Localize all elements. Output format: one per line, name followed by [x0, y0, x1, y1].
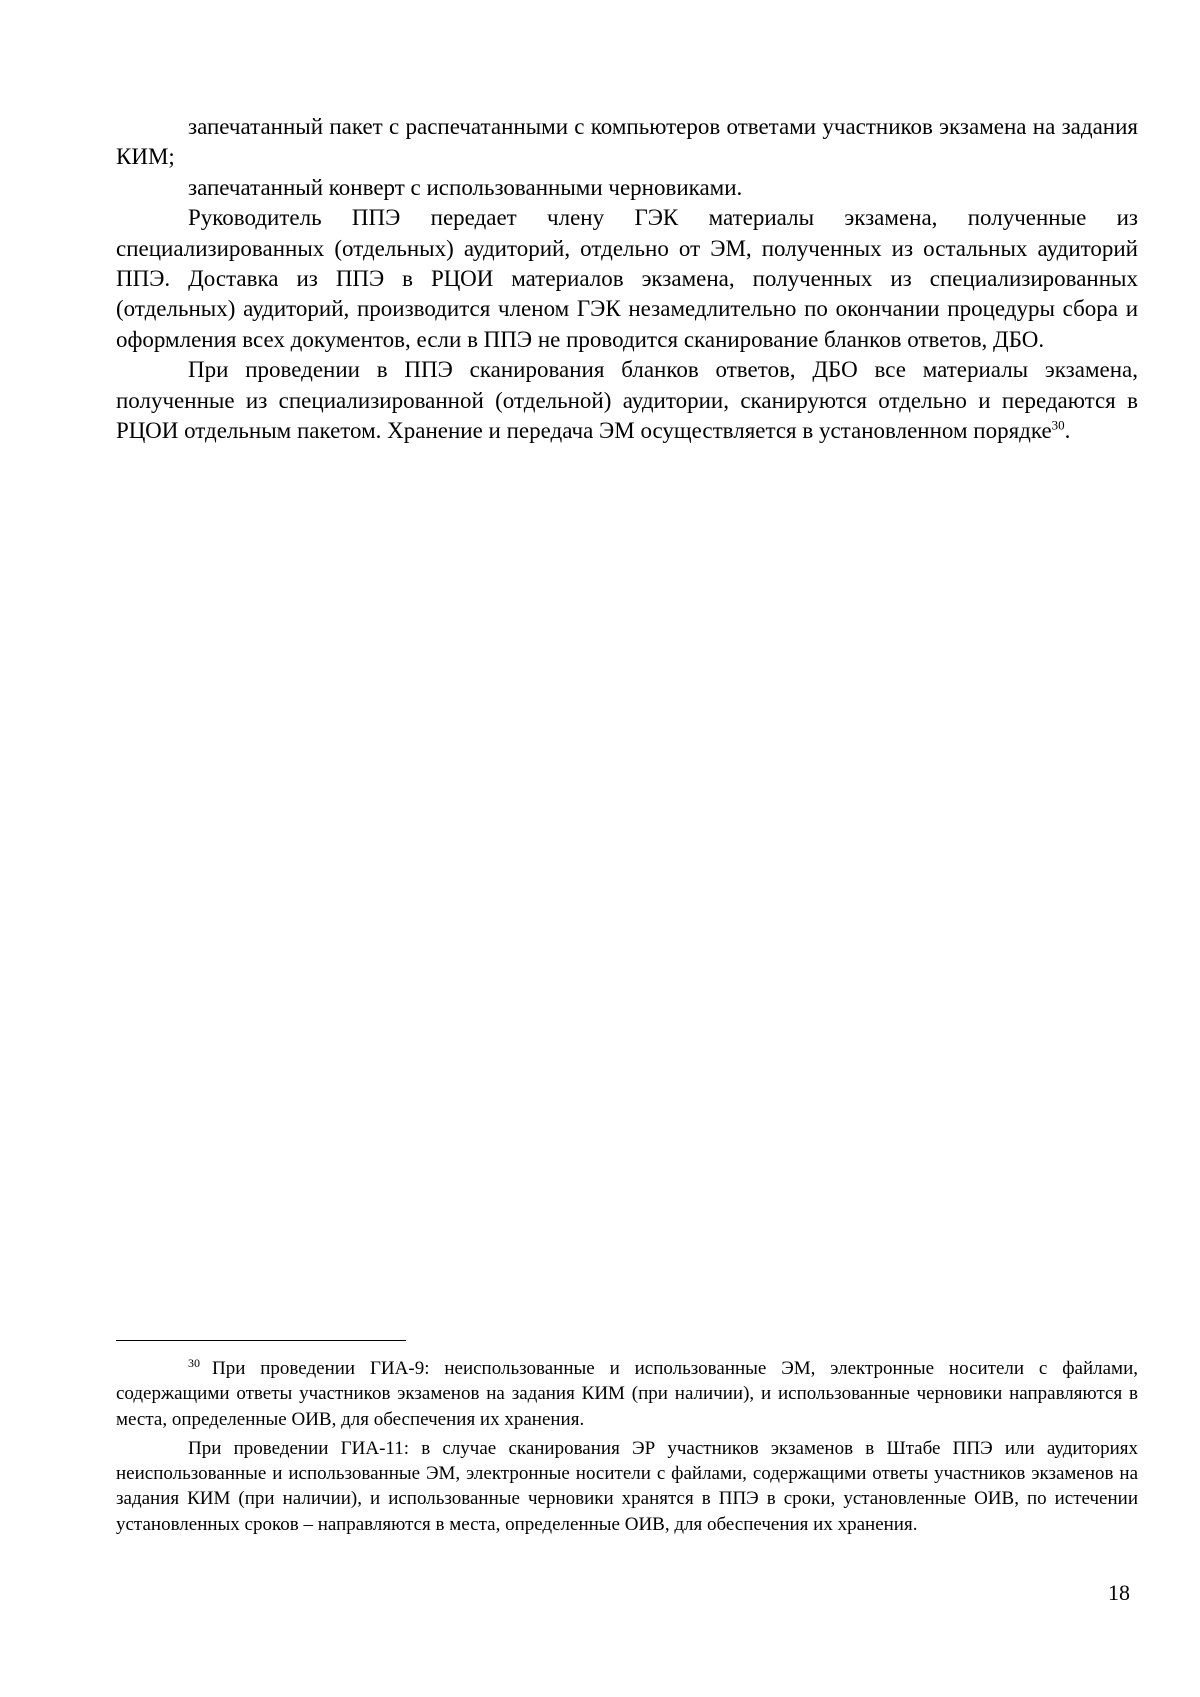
footnote-text: При проведении ГИА-9: неиспользованные и использованные ЭМ, электронные носители с файлами, содержащими ответы участников экзаменов на задания КИМ (при наличии), и использованные черновики направляются в места, определенные ОИВ, для обеспечения их хранения.	[116, 1358, 1138, 1430]
page-number: 18	[1108, 1580, 1130, 1605]
body-paragraph: запечатанный пакет с распечатанными с компьютеров ответами участников экзамена на задания КИМ;	[116, 114, 1138, 170]
footnote-number: 30	[188, 1355, 200, 1370]
body-paragraph: запечатанный конверт с использованными черновиками.	[188, 174, 743, 200]
body-paragraph: Руководитель ППЭ передает члену ГЭК материалы экзамена, полученные из специализированных (отдельных) аудиторий, отдельно от ЭМ, полученных из остальных аудиторий ППЭ. Доставка из ППЭ в РЦОИ материалов экзамена, полученных из специализированных (отдельных) аудиторий, производится членом ГЭК незамедлительно по окончании процедуры сбора и оформления всех документов, если в ППЭ не проводится сканирование бланков ответов, ДБО.	[116, 205, 1138, 352]
footnote-paragraph: При проведении ГИА-11: в случае сканирования ЭР участников экзаменов в Штабе ППЭ или аудиториях неиспользованные и использованные ЭМ, электронные носители с файлами, содержащими ответы участников экзаменов на задания КИМ (при наличии), и использованные черновики хранятся в ППЭ в сроки, установленные ОИВ, по истечении установленных сроков – направляются в места, определенные ОИВ, для обеспечения их хранения.	[116, 1437, 1138, 1535]
footnote-reference[interactable]: 30	[1051, 417, 1065, 433]
body-paragraph-end: .	[1064, 418, 1071, 444]
body-paragraph-text: При проведении в ППЭ сканирования бланков ответов, ДБО все материалы экзамена, полученные из специализированной (отдельной) аудитории, сканируются отдельно и передаются в РЦОИ отдельным пакетом. Хранение и передача ЭМ осуществляется в установленном порядке	[116, 357, 1138, 444]
footnote-paragraph	[116, 1356, 1138, 1432]
body-paragraph-last	[116, 355, 1138, 446]
body-text	[116, 112, 1138, 446]
footnote-separator	[116, 1340, 406, 1341]
footnote	[116, 1356, 1138, 1537]
